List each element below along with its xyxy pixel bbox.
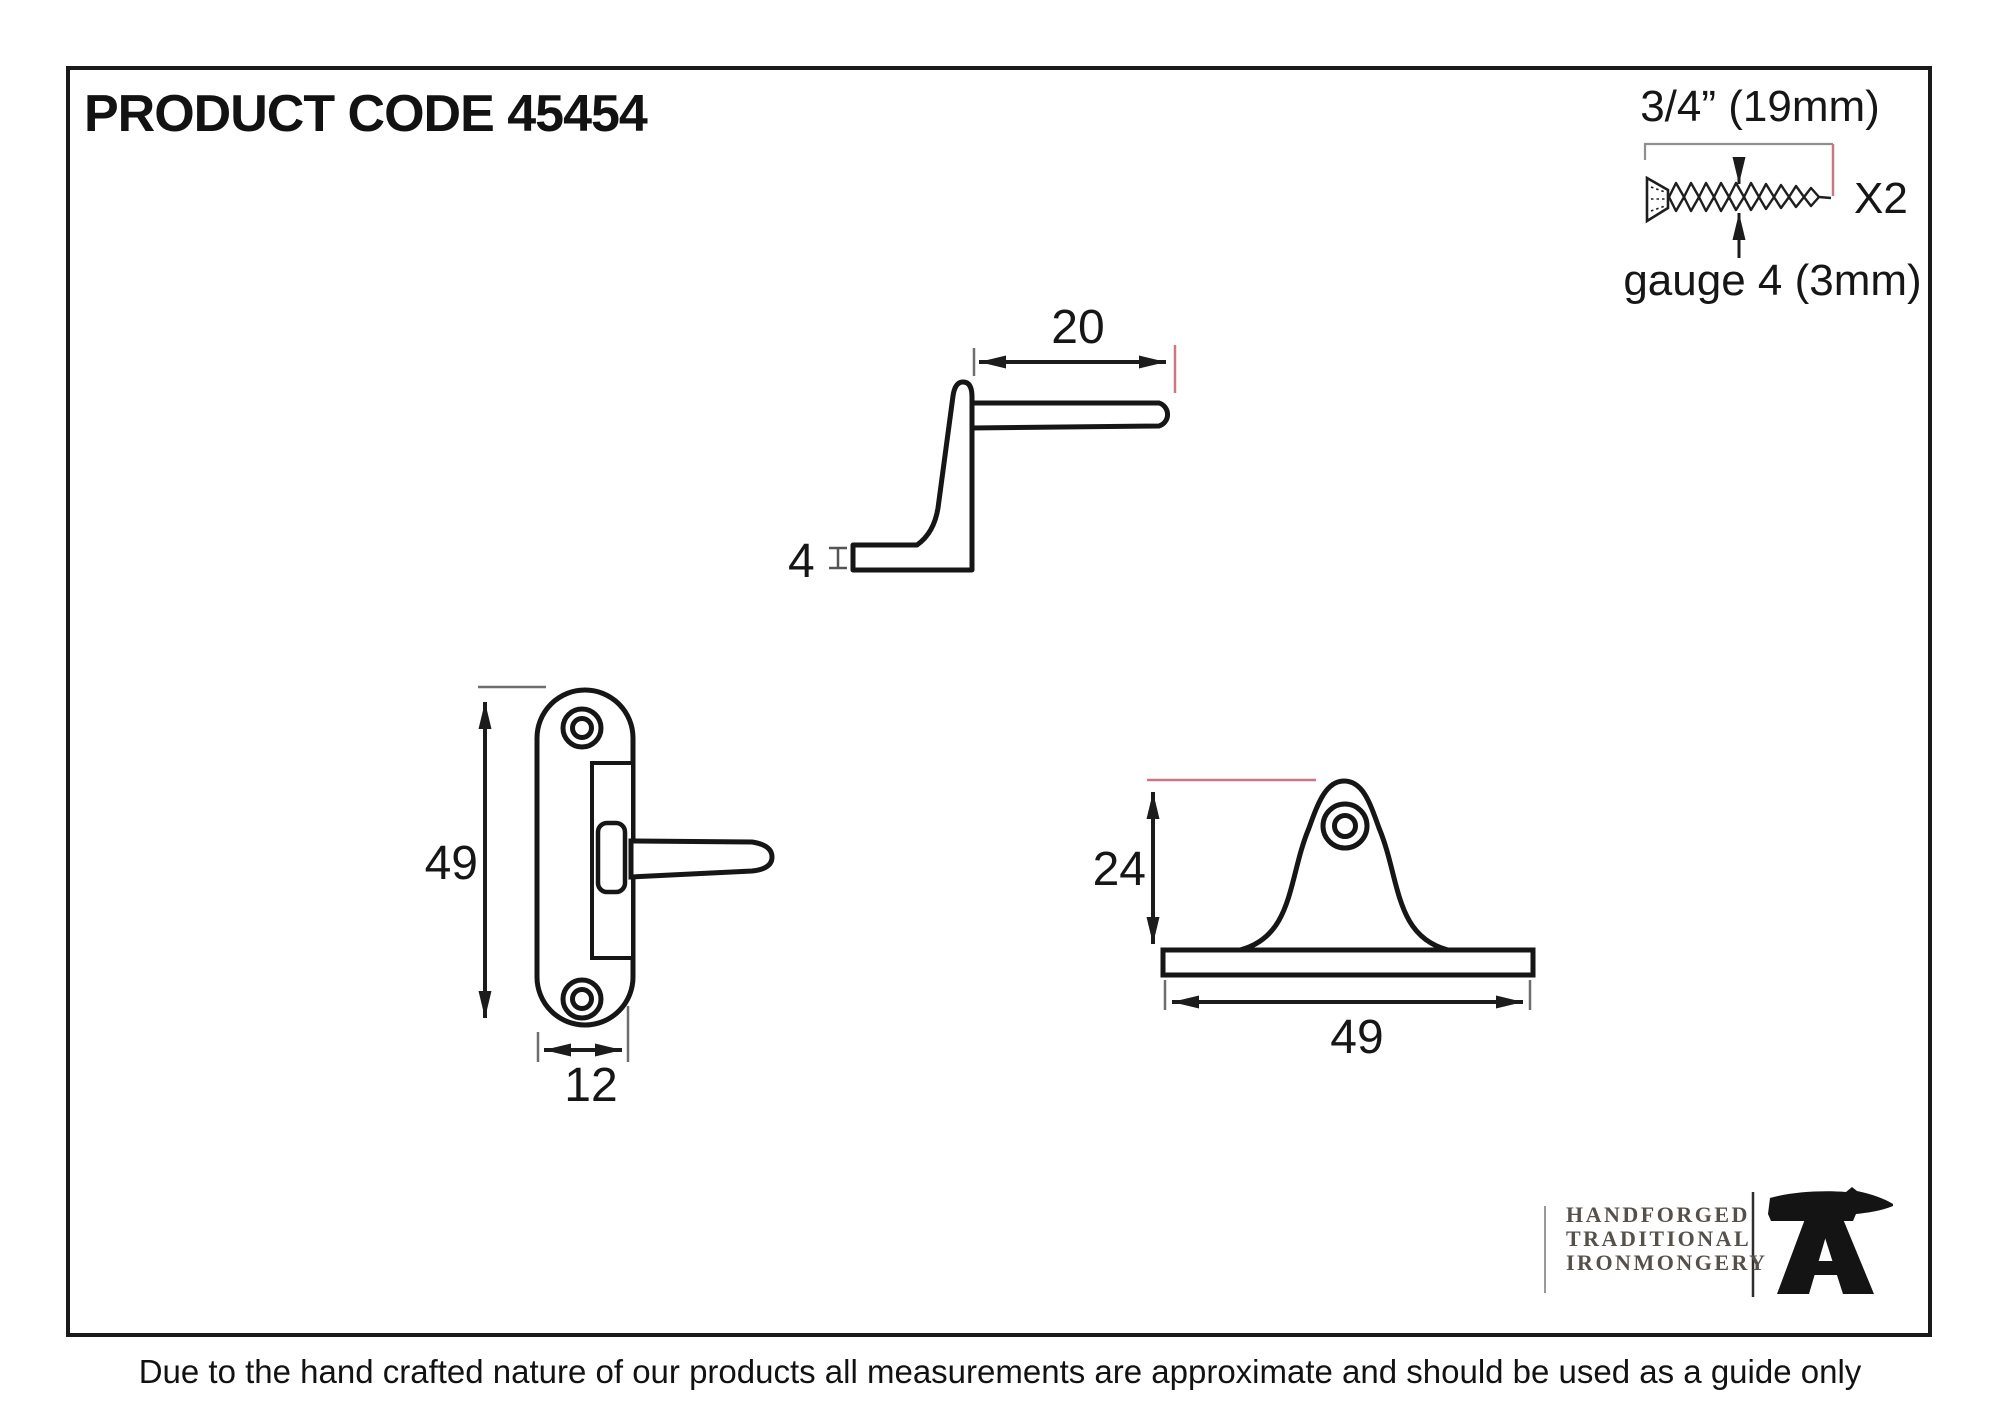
screw-length-label: 3/4” (19mm)	[1640, 82, 1880, 131]
dim-label-plate-width: 12	[564, 1059, 618, 1112]
dim-label-plate-height: 49	[424, 837, 478, 890]
bracket-base-plate	[1163, 950, 1533, 975]
screw-thread-top	[1669, 183, 1831, 198]
dim-label-bracket-height: 24	[1092, 843, 1146, 896]
screw-drawing	[1645, 144, 1833, 258]
dim-label-bracket-base-width: 49	[1330, 1011, 1384, 1064]
front-screw-hole-top-inner	[573, 719, 592, 738]
dim-4-bracket	[829, 548, 847, 568]
front-screw-hole-bottom-inner	[573, 990, 592, 1009]
dim-label-pin-length: 20	[1051, 301, 1105, 354]
side-view-pin	[972, 403, 1168, 428]
side-view-post-base	[853, 382, 972, 570]
product-code: PRODUCT CODE 45454	[84, 85, 647, 143]
bracket-view-drawing	[1147, 780, 1533, 1010]
side-view-drawing	[829, 345, 1175, 570]
logo-line-3: IRONMONGERY	[1566, 1250, 1768, 1275]
logo-line-1: HANDFORGED	[1566, 1202, 1750, 1227]
screw-length-bracket	[1645, 144, 1833, 160]
anvil-icon	[1768, 1187, 1893, 1294]
front-view-drawing	[478, 687, 772, 1062]
screw-quantity-label: X2	[1854, 174, 1908, 223]
screw-thread-bottom	[1669, 197, 1819, 211]
disclaimer-text: Due to the hand crafted nature of our products all measurements are approximate and should be used as a guide only	[138, 1353, 1862, 1390]
logo-wordmark	[1566, 1203, 1768, 1275]
dim-label-base-thickness: 4	[788, 535, 815, 588]
front-pin	[631, 841, 772, 877]
logo-line-2: TRADITIONAL	[1566, 1226, 1752, 1251]
front-pivot-block	[598, 823, 625, 892]
bracket-hole-inner	[1335, 816, 1356, 837]
screw-gauge-label: gauge 4 (3mm)	[1623, 256, 1922, 305]
